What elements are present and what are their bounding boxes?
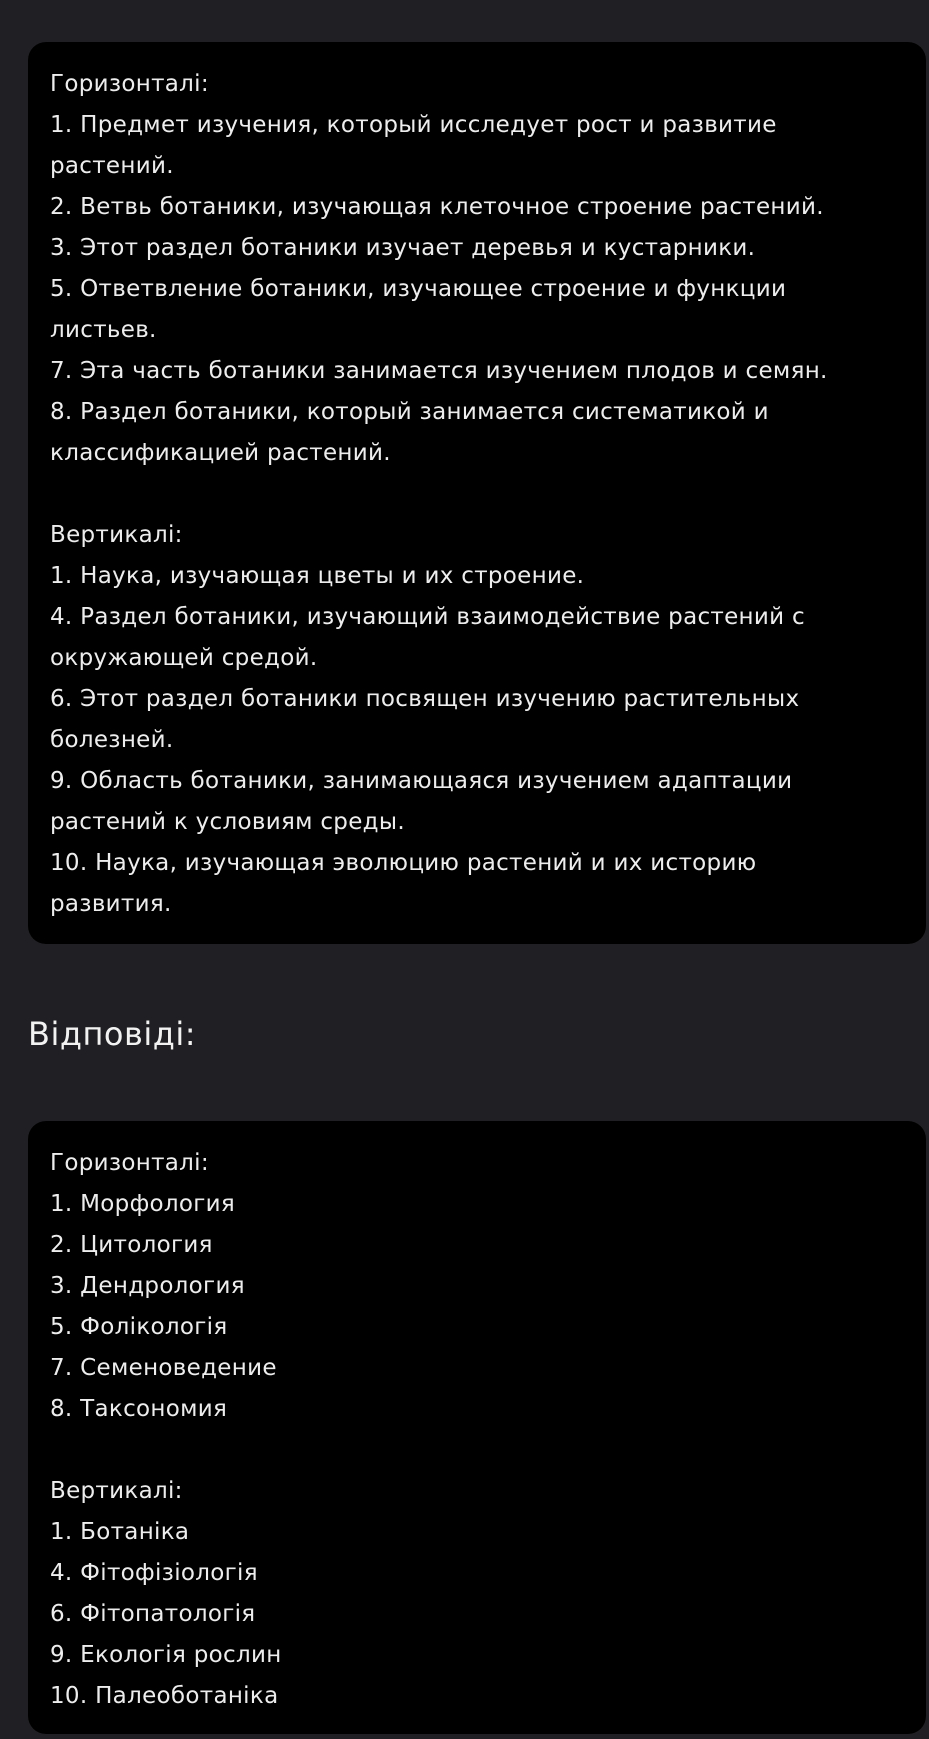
answers-card	[28, 1121, 926, 1734]
vertical-clue-9	[50, 761, 896, 843]
vertical-clue-1	[50, 556, 896, 597]
answer-item: 7. Семеноведение	[50, 1355, 277, 1381]
answer-item: 4. Фітофізіологія	[50, 1560, 258, 1586]
answer-item: 3. Дендрология	[50, 1273, 245, 1299]
answers-heading: Відповіді:	[28, 1015, 197, 1053]
answer-item: 8. Таксономия	[50, 1396, 228, 1422]
answer-item: 6. Фітопатологія	[50, 1601, 256, 1627]
clue-line: 5. Ответвление ботаники, изучающее строение и функции	[50, 276, 787, 302]
horizontal-section-title: Горизонталі:	[50, 71, 209, 97]
answer-item: 2. Цитология	[50, 1232, 213, 1258]
vertical-clue-4	[50, 597, 896, 679]
section-spacer	[50, 1430, 896, 1471]
questions-card	[28, 42, 926, 944]
clue-line: 4. Раздел ботаники, изучающий взаимодействие растений с	[50, 604, 805, 630]
clue-line: 7. Эта часть ботаники занимается изучением плодов и семян.	[50, 358, 828, 384]
horizontal-clue-3	[50, 228, 896, 269]
clue-line: 9. Область ботаники, занимающаяся изучением адаптации	[50, 768, 793, 794]
vertical-section-title: Вертикалі:	[50, 1478, 183, 1504]
horizontal-section-title: Горизонталі:	[50, 1150, 209, 1176]
clue-line: 2. Ветвь ботаники, изучающая клеточное строение растений.	[50, 194, 824, 220]
horizontal-clue-2	[50, 187, 896, 228]
clue-line: 1. Предмет изучения, который исследует рост и развитие	[50, 112, 777, 138]
clue-line: 8. Раздел ботаники, который занимается систематикой и	[50, 399, 769, 425]
clue-line: окружающей средой.	[50, 645, 318, 671]
horizontal-clue-8	[50, 392, 896, 474]
answer-item: 5. Фолікологія	[50, 1314, 228, 1340]
clue-line: развития.	[50, 891, 172, 917]
answer-item: 10. Палеоботаніка	[50, 1683, 279, 1709]
answer-item: 1. Ботаніка	[50, 1519, 190, 1545]
vertical-clue-6	[50, 679, 896, 761]
answer-item: 1. Морфология	[50, 1191, 236, 1217]
clue-line: классификацией растений.	[50, 440, 391, 466]
clue-line: 6. Этот раздел ботаники посвящен изучению растительных	[50, 686, 800, 712]
horizontal-clue-5	[50, 269, 896, 351]
clue-line: листьев.	[50, 317, 157, 343]
section-spacer	[50, 474, 896, 515]
answer-item: 9. Екологія рослин	[50, 1642, 282, 1668]
horizontal-clue-7	[50, 351, 896, 392]
vertical-section-title: Вертикалі:	[50, 522, 183, 548]
clue-line: 3. Этот раздел ботаники изучает деревья и кустарники.	[50, 235, 756, 261]
clue-line: 10. Наука, изучающая эволюцию растений и их историю	[50, 850, 757, 876]
horizontal-clue-1	[50, 105, 896, 187]
clue-line: 1. Наука, изучающая цветы и их строение.	[50, 563, 585, 589]
clue-line: растений к условиям среды.	[50, 809, 405, 835]
clue-line: растений.	[50, 153, 174, 179]
clue-line: болезней.	[50, 727, 174, 753]
vertical-clue-10	[50, 843, 896, 925]
